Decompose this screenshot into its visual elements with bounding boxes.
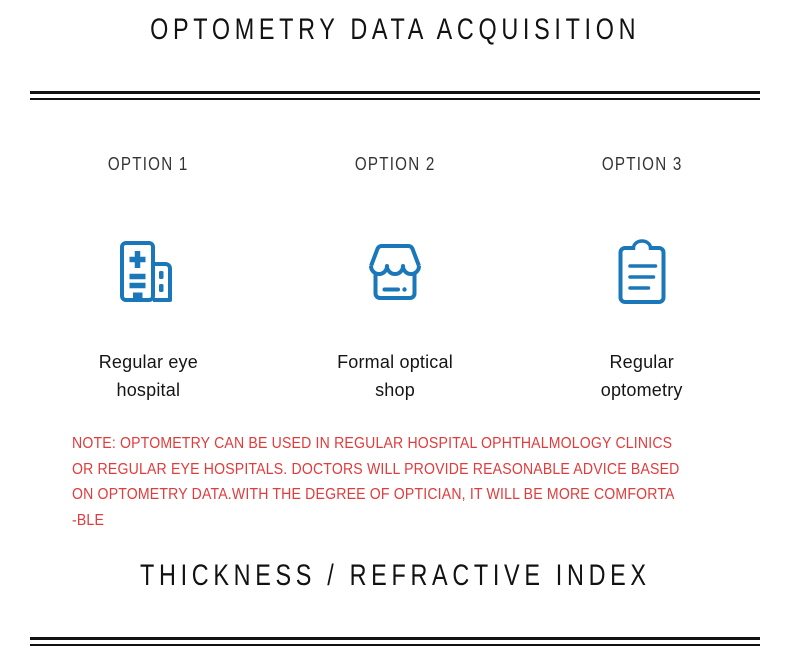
option-column-1 [25, 153, 272, 404]
option-2-caption [272, 348, 519, 404]
caption-line: Regular [609, 352, 674, 372]
option-column-3 [518, 153, 765, 404]
double-rule-bottom [30, 637, 760, 646]
caption-line: hospital [116, 380, 181, 400]
option-2-label-text: OPTION 2 [354, 153, 436, 174]
caption-line: Regular eye [98, 352, 198, 372]
option-1-caption [25, 348, 272, 404]
page-title-text: OPTOMETRY DATA ACQUISITION [149, 13, 641, 46]
clipboard-icon [518, 238, 765, 310]
option-3-caption [518, 348, 765, 404]
caption-line: shop [375, 380, 415, 400]
option-1-label-text: OPTION 1 [108, 153, 189, 174]
options-row [25, 153, 765, 404]
note-line: -BLE [72, 511, 105, 529]
option-1-label [25, 153, 272, 175]
option-2-label [272, 153, 519, 175]
note-line: OR REGULAR EYE HOSPITALS. DOCTORS WILL PROVIDE REASONABLE ADVICE BASED [72, 460, 680, 478]
optical-shop-icon [272, 238, 519, 310]
caption-line: Formal optical [337, 352, 453, 372]
page-title [0, 13, 790, 47]
optometry-note [72, 431, 767, 533]
caption-line: optometry [600, 380, 683, 400]
page-title-bottom [0, 558, 790, 594]
note-line: NOTE: OPTOMETRY CAN BE USED IN REGULAR HOSPITAL OPHTHALMOLOGY CLINICS [72, 435, 673, 452]
hospital-icon [25, 238, 272, 310]
option-3-label-text: OPTION 3 [601, 153, 683, 174]
note-line: ON OPTOMETRY DATA.WITH THE DEGREE OF OPTICIAN, IT WILL BE MORE COMFORTA [72, 486, 675, 503]
product-info-section [0, 13, 790, 671]
option-3-label [518, 153, 765, 175]
option-column-2 [272, 153, 519, 404]
double-rule-top [30, 91, 760, 100]
page-title-bottom-text: THICKNESS / REFRACTIVE INDEX [139, 559, 651, 592]
